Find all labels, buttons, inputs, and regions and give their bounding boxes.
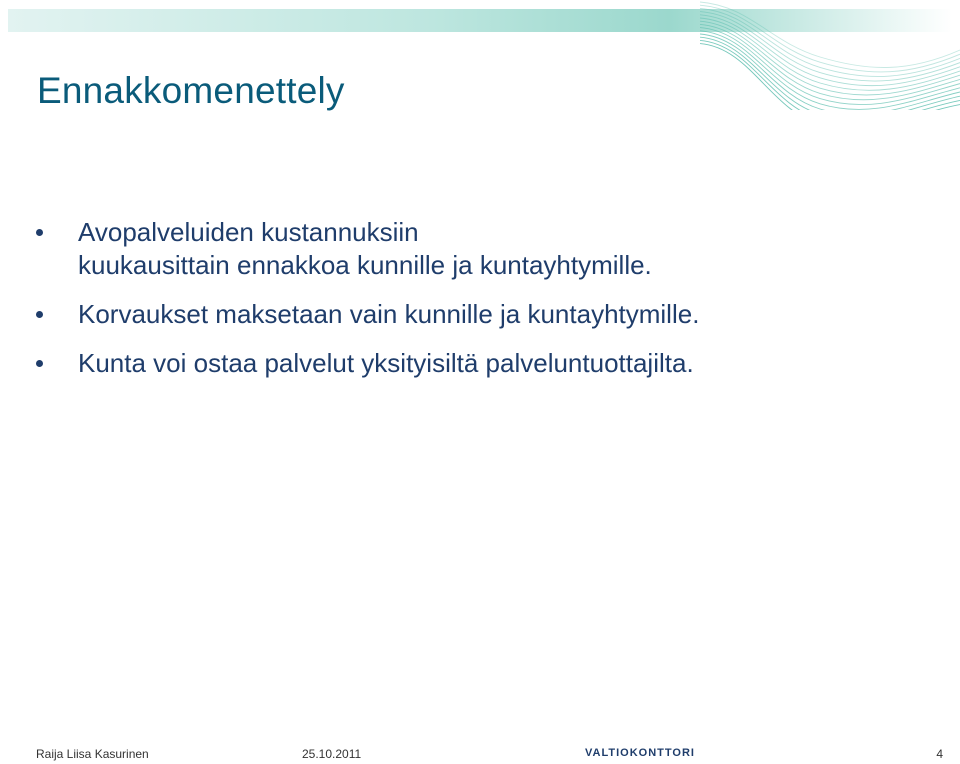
bullet-text-line: Avopalveluiden kustannuksiin bbox=[78, 217, 419, 247]
slide-title: Ennakkomenettely bbox=[37, 70, 345, 111]
page-number: 4 bbox=[936, 747, 943, 761]
bullet-item bbox=[36, 216, 936, 282]
valtiokonttori-logo: VALTIOKONTTORI bbox=[585, 747, 695, 759]
wave-line bbox=[700, 18, 960, 90]
wave-line bbox=[700, 21, 960, 95]
slide-footer bbox=[0, 744, 960, 764]
bullet-text-line: Korvaukset maksetaan vain kunnille ja kuntayhtymille. bbox=[78, 299, 700, 329]
footer-date: 25.10.2011 bbox=[302, 747, 362, 761]
wave-line bbox=[700, 24, 960, 99]
footer-author: Raija Liisa Kasurinen bbox=[36, 747, 149, 761]
bullet-item bbox=[36, 298, 936, 331]
bullet-dot-icon bbox=[36, 229, 43, 236]
bullet-text-line: Kunta voi ostaa palvelut yksityisiltä palveluntuottajilta. bbox=[78, 348, 694, 378]
wave-lines-icon bbox=[700, 0, 960, 110]
bullet-dot-icon bbox=[36, 311, 43, 318]
bullet-text-line: kuukausittain ennakkoa kunnille ja kuntayhtymille. bbox=[78, 250, 652, 280]
bullet-item bbox=[36, 347, 936, 380]
wave-line bbox=[700, 28, 960, 105]
bullet-list bbox=[36, 216, 936, 380]
bullet-dot-icon bbox=[36, 360, 43, 367]
